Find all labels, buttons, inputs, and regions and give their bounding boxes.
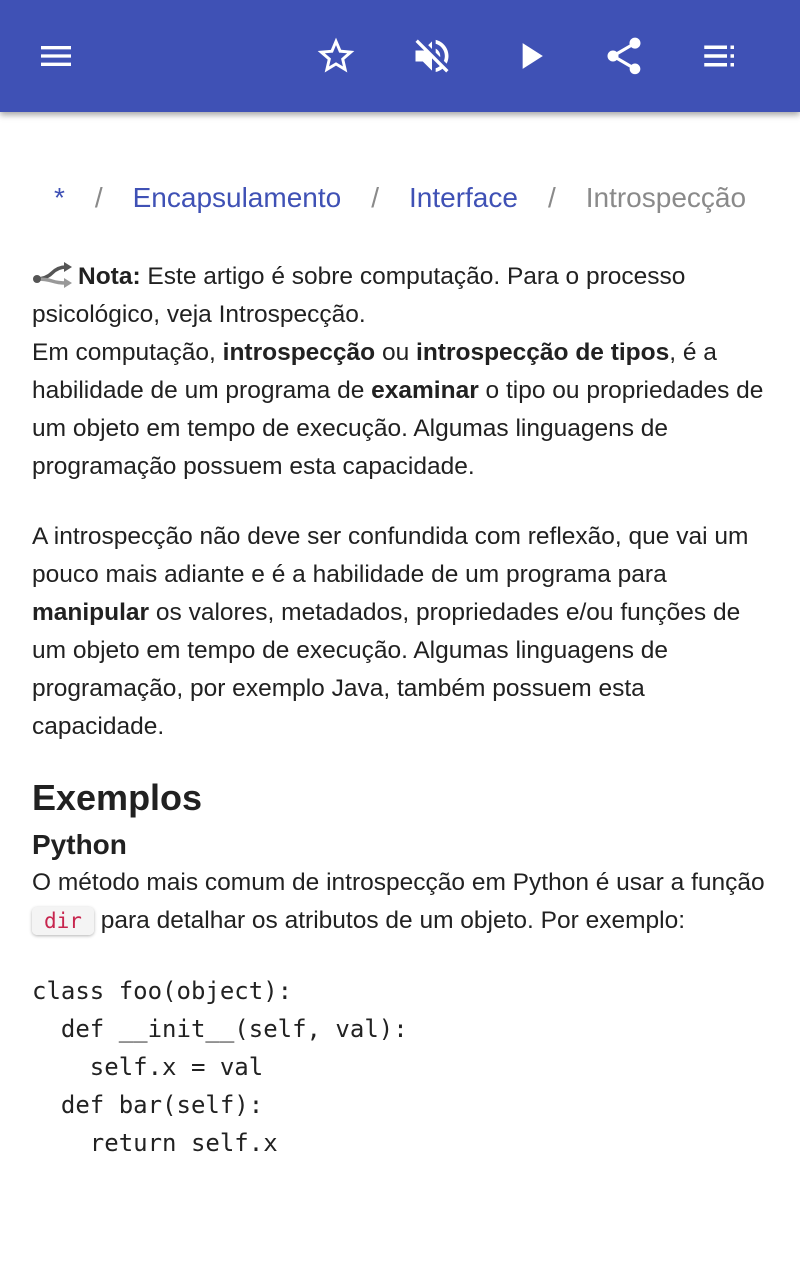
menu-icon	[36, 36, 76, 76]
breadcrumb-item-encapsulamento[interactable]: Encapsulamento	[132, 182, 342, 213]
volume-off-icon	[410, 34, 454, 78]
breadcrumb-current: Introspecção	[585, 182, 747, 213]
text: A introspecção não deve ser confundida com reflexão, que vai um pouco mais adiante e é a habilidade de um programa para	[32, 523, 749, 588]
text: o tipo ou propriedades de um objeto em tempo de execução. Algumas linguagens de programação possuem esta capacidade.	[32, 377, 764, 480]
breadcrumb-separator: /	[94, 182, 103, 213]
python-paragraph	[32, 864, 772, 940]
play-button[interactable]	[502, 28, 558, 84]
text: , é a habilidade de um programa de	[32, 339, 717, 404]
breadcrumb-root[interactable]: *	[53, 182, 65, 213]
article-content	[32, 258, 772, 1162]
code-line: self.x = val	[32, 1053, 264, 1081]
menu-button[interactable]	[28, 28, 84, 84]
text: ou	[375, 339, 417, 366]
bold-term: examinar	[371, 377, 479, 404]
mute-button[interactable]	[404, 28, 460, 84]
app-bar	[0, 0, 800, 112]
reflection-paragraph	[32, 518, 772, 746]
breadcrumb-separator: /	[371, 182, 379, 213]
code-line: def __init__(self, val):	[32, 1015, 408, 1043]
favorite-button[interactable]	[308, 28, 364, 84]
text: para detalhar os atributos de um objeto. Por exemplo:	[93, 907, 685, 934]
disambiguation-icon	[32, 262, 72, 288]
code-line: class foo(object):	[32, 977, 293, 1005]
note-label: Nota:	[78, 263, 141, 290]
intro-paragraph	[32, 334, 772, 486]
subsection-heading-python: Python	[32, 829, 127, 860]
list-icon	[699, 35, 741, 77]
section-heading-examples: Exemplos	[32, 777, 203, 818]
share-icon	[602, 34, 646, 78]
text: Em computação,	[32, 339, 223, 366]
bold-term: introspecção	[222, 339, 376, 366]
text: O método mais comum de introspecção em Python é usar a função	[32, 869, 765, 896]
breadcrumb	[0, 178, 800, 218]
code-block	[32, 972, 772, 1162]
breadcrumb-separator: /	[547, 182, 556, 213]
contents-button[interactable]	[692, 28, 748, 84]
breadcrumb-item-interface[interactable]: Interface	[408, 182, 518, 213]
play-icon	[508, 34, 552, 78]
note-paragraph	[32, 258, 772, 334]
share-button[interactable]	[596, 28, 652, 84]
inline-code-dir: dir	[32, 907, 94, 935]
bold-term: manipular	[32, 599, 150, 626]
bold-term: introspecção de tipos	[416, 339, 670, 366]
text: os valores, metadados, propriedades e/ou funções de um objeto em tempo de execução. Algumas linguagens de programação, por exemplo Java, também possuem esta capacidade.	[32, 599, 741, 740]
note-text: Este artigo é sobre computação. Para o processo psicológico, veja Introspecção.	[32, 263, 686, 328]
code-line: def bar(self):	[32, 1091, 264, 1119]
code-line: return self.x	[32, 1129, 278, 1157]
star-icon	[314, 34, 358, 78]
